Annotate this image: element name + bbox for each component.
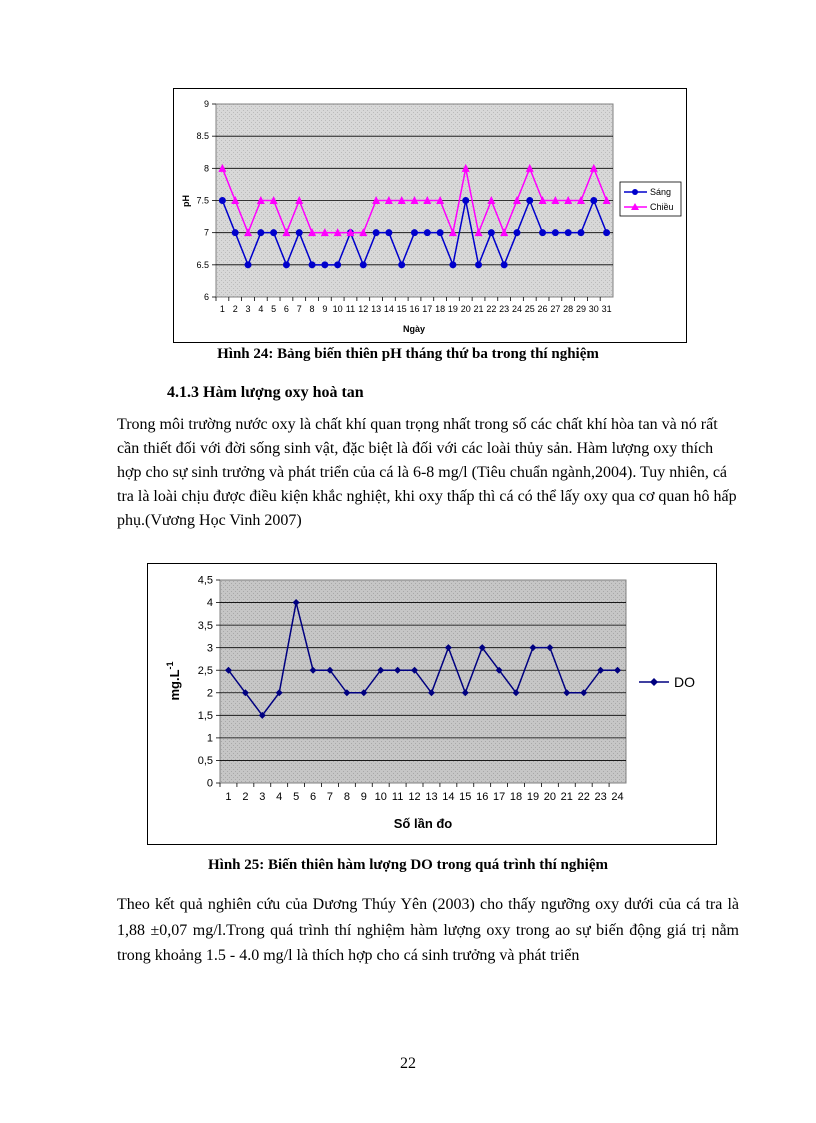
ph-x-tick-label: 20: [460, 304, 471, 314]
ph-point-sang: [245, 261, 252, 268]
ph-x-tick-label: 31: [601, 304, 612, 314]
do-x-tick-label: 13: [425, 791, 438, 803]
ph-y-tick-label: 6.5: [196, 259, 209, 270]
ph-x-tick-label: 21: [473, 304, 484, 314]
do-x-tick-label: 2: [242, 791, 249, 803]
legend-label-do: DO: [674, 674, 695, 690]
do-x-tick-label: 4: [276, 791, 283, 803]
do-y-tick-label: 1: [206, 732, 213, 745]
ph-point-sang: [590, 197, 597, 204]
do-x-tick-label: 5: [293, 791, 300, 803]
ph-y-tick-label: 8.5: [196, 131, 209, 142]
do-y-tick-label: 2,5: [197, 664, 213, 677]
do-x-tick-label: 6: [309, 791, 317, 803]
ph-point-sang: [552, 229, 559, 236]
ph-point-sang: [577, 229, 584, 236]
ph-x-tick-label: 4: [258, 304, 264, 314]
ph-y-tick-label: 9: [203, 99, 209, 109]
section-paragraph: Trong môi trường nước oxy là chất khí quan trọng nhất trong số các chất khí hòa tan và nó rất cần thiết đối với đời sống sinh vật, đặc biệt là đối với các loài thủy sản. Hàm lượng oxy thích hợp cho sự sinh trưởng và phát triển của cá là 6-8 mg/l (Tiêu chuẩn ngành,2004). Tuy nhiên, cá tra là loài chịu được điều kiện khắc nghiệt, khi oxy thấp thì cá có thể lấy oxy qua cơ quan hô hấp phụ.(Vương Học Vinh 2007): [117, 416, 737, 529]
do-x-tick-label: 9: [360, 791, 367, 803]
do-x-tick-label: 18: [509, 791, 523, 803]
ph-x-tick-label: 16: [409, 304, 420, 314]
ph-x-tick-label: 22: [486, 304, 497, 314]
ph-x-tick-label: 6: [283, 304, 289, 314]
ph-x-tick-label: 30: [588, 304, 599, 314]
ph-y-tick-label: 7.5: [196, 195, 209, 206]
ph-point-sang: [411, 229, 418, 236]
do-x-tick-label: 16: [476, 791, 489, 803]
ph-chart: [173, 88, 687, 343]
section-heading: 4.1.3 Hàm lượng oxy hoà tan: [167, 384, 364, 401]
ph-x-tick-label: 12: [358, 304, 369, 314]
legend-label-sang: Sáng: [650, 187, 672, 197]
ph-point-sang: [334, 261, 341, 268]
ph-x-tick-label: 11: [345, 304, 356, 314]
do-y-tick-label: 2: [206, 687, 213, 700]
ph-point-sang: [603, 229, 610, 236]
legend-label-chieu: Chiều: [650, 202, 674, 212]
ph-legend: [620, 182, 681, 216]
ph-point-sang: [501, 261, 508, 268]
do-y-tick-label: 1,5: [197, 710, 213, 722]
ph-x-tick-label: 13: [371, 304, 382, 314]
do-x-tick-label: 1: [225, 791, 232, 803]
ph-y-axis-label: pH: [181, 195, 191, 207]
do-chart: [147, 563, 717, 845]
do-x-tick-label: 20: [543, 791, 556, 803]
ph-point-sang: [321, 261, 328, 268]
ph-x-tick-label: 23: [499, 304, 510, 314]
do-x-tick-label: 7: [326, 791, 334, 803]
ph-x-axis-label: Ngày: [402, 324, 426, 334]
ph-point-sang: [283, 261, 290, 268]
ph-x-tick-label: 5: [271, 304, 277, 314]
ph-point-sang: [437, 229, 444, 236]
ph-x-tick-label: 9: [322, 304, 328, 314]
ph-x-tick-label: 7: [296, 304, 302, 314]
do-x-tick-label: 11: [391, 791, 404, 803]
ph-point-sang: [475, 261, 482, 268]
ph-x-tick-label: 29: [575, 304, 586, 314]
legend-marker-sang: [632, 189, 638, 195]
ph-x-tick-label: 19: [447, 304, 458, 314]
do-y-axis-label-sup: -1: [165, 661, 175, 670]
ph-x-tick-label: 15: [396, 304, 407, 314]
ph-x-tick-label: 2: [232, 304, 238, 314]
do-x-tick-label: 23: [594, 791, 607, 803]
ph-point-sang: [257, 229, 264, 236]
do-x-tick-label: 10: [374, 791, 387, 803]
figure-25-caption: Hình 25: Biến thiên hàm lượng DO trong quá trình thí nghiệm: [207, 857, 609, 873]
ph-point-sang: [309, 261, 316, 268]
ph-x-tick-label: 10: [332, 304, 343, 314]
ph-point-sang: [373, 229, 380, 236]
ph-point-sang: [424, 229, 431, 236]
ph-x-tick-label: 14: [383, 304, 394, 314]
do-y-tick-label: 4,5: [197, 574, 213, 587]
do-y-tick-label: 3,5: [197, 619, 213, 632]
do-x-tick-label: 14: [442, 791, 455, 803]
do-y-tick-label: 4: [206, 597, 213, 610]
ph-y-tick-label: 7: [203, 227, 209, 238]
do-x-tick-label: 8: [343, 791, 350, 803]
do-x-tick-label: 17: [493, 791, 506, 803]
do-x-tick-label: 22: [577, 791, 590, 803]
ph-point-sang: [488, 229, 495, 236]
ph-x-tick-label: 18: [435, 304, 446, 314]
ph-point-sang: [565, 229, 572, 236]
ph-x-tick-label: 17: [422, 304, 433, 314]
do-x-tick-label: 21: [560, 791, 573, 803]
do-x-tick-label: 3: [259, 791, 266, 803]
ph-point-sang: [462, 197, 469, 204]
page-number: 22: [400, 1055, 416, 1072]
ph-point-sang: [296, 229, 303, 236]
ph-point-sang: [513, 229, 520, 236]
ph-point-sang: [232, 229, 239, 236]
ph-x-tick-label: 26: [537, 304, 548, 314]
do-y-axis-label-main: mg.L: [167, 669, 182, 701]
ph-x-tick-label: 8: [309, 304, 315, 314]
ph-x-tick-label: 24: [511, 304, 522, 314]
ph-point-sang: [219, 197, 226, 204]
do-x-tick-label: 15: [459, 791, 472, 803]
ph-point-sang: [385, 229, 392, 236]
do-x-axis-label: Số lần đo: [393, 816, 453, 831]
ph-x-tick-label: 27: [550, 304, 561, 314]
ph-point-sang: [360, 261, 367, 268]
ph-y-tick-label: 6: [203, 292, 209, 302]
ph-x-tick-label: 1: [219, 304, 225, 314]
ph-point-sang: [526, 197, 533, 204]
ph-point-sang: [398, 261, 405, 268]
do-x-tick-label: 19: [526, 791, 540, 803]
figure-24-caption: Hình 24: Bảng biến thiên pH tháng thứ ba trong thí nghiệm: [217, 346, 599, 362]
do-y-tick-label: 3: [206, 642, 213, 655]
ph-x-tick-label: 28: [563, 304, 574, 314]
ph-x-tick-label: 3: [245, 304, 251, 314]
do-x-tick-label: 24: [611, 791, 624, 803]
ph-point-sang: [449, 261, 456, 268]
closing-paragraph: Theo kết quả nghiên cứu của Dương Thúy Yên (2003) cho thấy ngưỡng oxy dưới của cá tra là 1,88 ±0,07 mg/l.Trong quá trình thí nghiệm hàm lượng oxy trong ao sự biến động giá trị nằm trong khoảng 1.5 - 4.0 mg/l là thích hợp cho cá sinh trưởng và phát triển: [117, 896, 739, 964]
ph-x-tick-label: 25: [524, 304, 535, 314]
do-y-tick-label: 0,5: [197, 755, 213, 768]
do-x-tick-label: 12: [408, 791, 421, 803]
do-y-tick-label: 0: [206, 777, 213, 790]
ph-y-tick-label: 8: [203, 163, 209, 174]
ph-point-sang: [270, 229, 277, 236]
ph-point-sang: [539, 229, 546, 236]
